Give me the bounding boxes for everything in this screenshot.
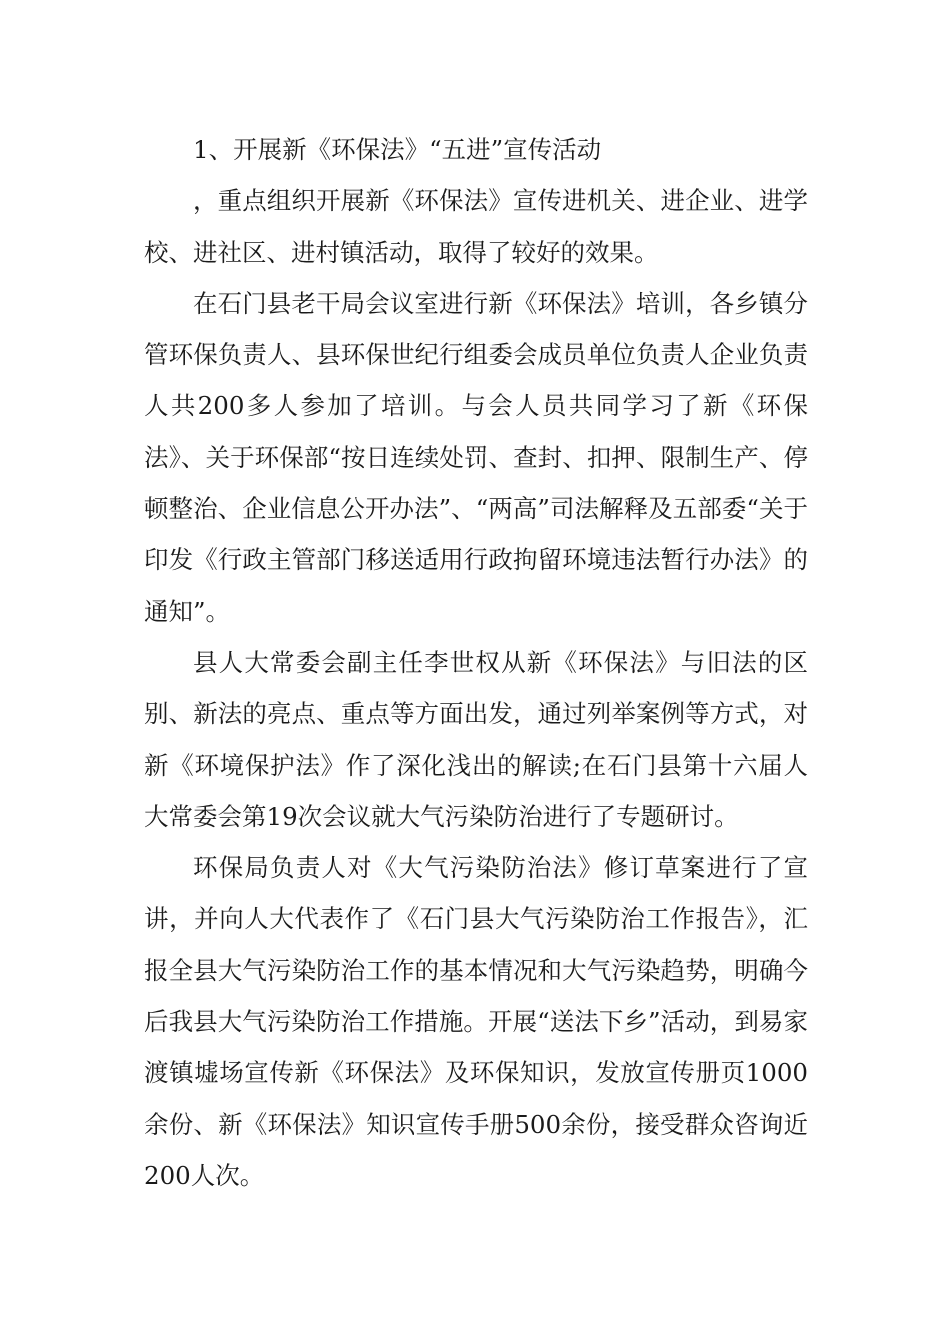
paragraph-interpretation: 县人大常委会副主任李世权从新《环保法》与旧法的区别、新法的亮点、重点等方面出发，通过列举案例等方式，对新《环境保护法》作了深化浅出的解读;在石门县第十六届人大常委会第19次会议就大气污染防治进行了专题研讨。: [144, 647, 808, 831]
section-heading: 1、开展新《环保法》“五进”宣传活动: [193, 135, 602, 164]
document-body: [144, 124, 808, 1201]
paragraph-training: 在石门县老干局会议室进行新《环保法》培训，各乡镇分管环保负责人、县环保世纪行组委会成员单位负责人企业负责人共200多人参加了培训。与会人员共同学习了新《环保法》、关于环保部“按日连续处罚、查封、扣押、限制生产、停顿整治、企业信息公开办法”、“两高”司法解释及五部委“关于印发《行政主管部门移送适用行政拘留环境违法暂行办法》的通知”。: [144, 288, 808, 626]
paragraph-intro: ，重点组织开展新《环保法》宣传进机关、进企业、进学校、进社区、进村镇活动，取得了较好的效果。: [144, 186, 808, 267]
paragraph-outreach: 环保局负责人对《大气污染防治法》修订草案进行了宣讲，并向人大代表作了《石门县大气污染防治工作报告》，汇报全县大气污染防治工作的基本情况和大气污染趋势，明确今后我县大气污染防治工作措施。开展“送法下乡”活动，到易家渡镇墟场宣传新《环保法》及环保知识，发放宣传册页1000余份、新《环保法》知识宣传手册500余份，接受群众咨询近200人次。: [144, 853, 808, 1190]
